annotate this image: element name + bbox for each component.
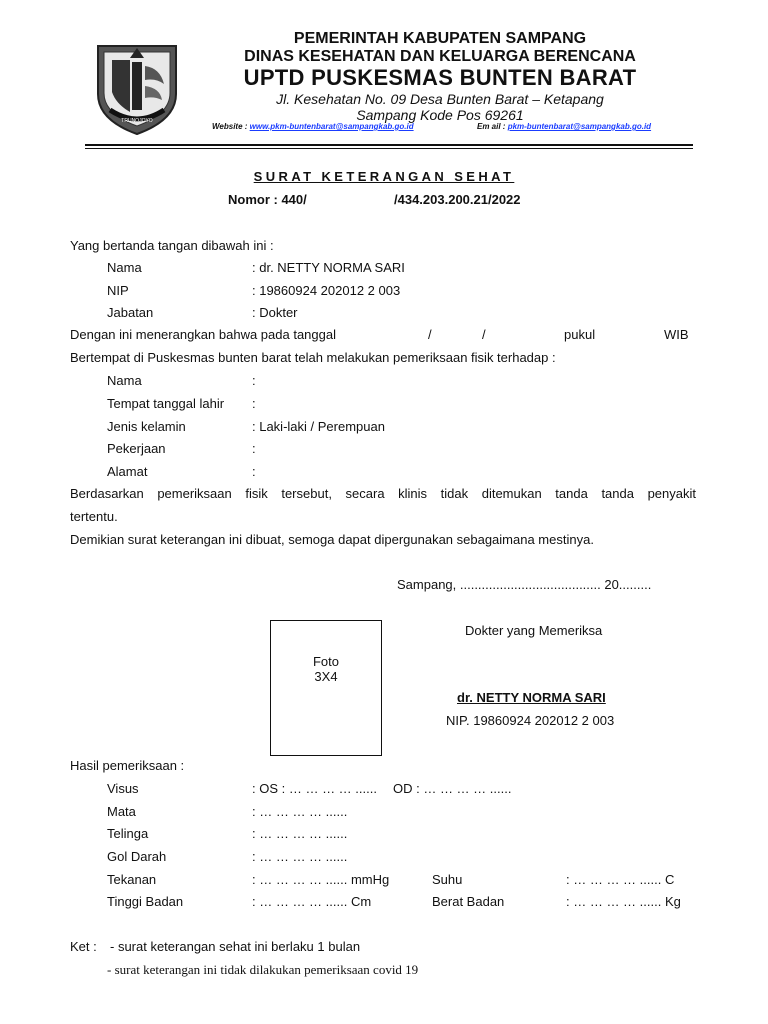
examiner-role: Dokter yang Memeriksa xyxy=(465,623,603,638)
patient-birth-value: : xyxy=(252,396,256,411)
gol-darah-value: : … … … … ...... xyxy=(252,849,348,864)
tinggi-badan-label: Tinggi Badan xyxy=(107,894,184,909)
telinga-label: Telinga xyxy=(107,826,149,841)
website-link[interactable]: www.pkm-buntenbarat@sampangkab.go.id xyxy=(249,122,414,131)
patient-name-value: : xyxy=(252,373,256,388)
website-line xyxy=(212,122,414,131)
place-line: Bertempat di Puskesmas bunten barat telah melakukan pemeriksaan fisik terhadap : xyxy=(70,350,556,365)
signer-name-value: : dr. NETTY NORMA SARI xyxy=(252,260,405,275)
patient-job-label: Pekerjaan xyxy=(107,441,166,456)
visus-label: Visus xyxy=(107,781,139,796)
mata-label: Mata xyxy=(107,804,136,819)
gol-darah-label: Gol Darah xyxy=(107,849,167,864)
patient-gender-value: : Laki-laki / Perempuan xyxy=(252,419,385,434)
mata-value: : … … … … ...... xyxy=(252,804,348,819)
address-line-2: Sampang Kode Pos 69261 xyxy=(356,107,524,123)
document-number-prefix: Nomor : 440/ xyxy=(228,192,307,207)
timezone-label: WIB xyxy=(664,327,689,342)
document-title: SURAT KETERANGAN SEHAT xyxy=(253,169,515,184)
examiner-nip: NIP. 19860924 202012 2 003 xyxy=(446,713,615,728)
note-validity: - surat keterangan sehat ini berlaku 1 bulan xyxy=(110,939,361,954)
department-name: DINAS KESEHATAN DAN KELUARGA BERENCANA xyxy=(244,48,636,65)
patient-gender-label: Jenis kelamin xyxy=(107,419,186,434)
time-label: pukul xyxy=(564,327,596,342)
website-label: Website : xyxy=(212,122,250,131)
svg-text:TRUNOJOYO: TRUNOJOYO xyxy=(121,118,153,124)
exam-heading: Hasil pemeriksaan : xyxy=(70,758,185,773)
telinga-value: : … … … … ...... xyxy=(252,826,348,841)
patient-job-value: : xyxy=(252,441,256,456)
date-slash-1: / xyxy=(428,327,432,342)
date-line-text: Dengan ini menerangkan bahwa pada tanggal xyxy=(70,327,336,342)
date-slash-2: / xyxy=(482,327,486,342)
photo-box xyxy=(270,620,382,756)
closing-text: Demikian surat keterangan ini dibuat, semoga dapat dipergunakan sebagaimana mestinya. xyxy=(70,532,594,547)
berat-badan-label: Berat Badan xyxy=(432,894,505,909)
government-name: PEMERINTAH KABUPATEN SAMPANG xyxy=(293,30,587,47)
visus-od-value: OD : … … … … ...... xyxy=(393,781,512,796)
patient-address-value: : xyxy=(252,464,256,479)
notes-label: Ket : xyxy=(70,939,97,954)
patient-address-label: Alamat xyxy=(107,464,148,479)
email-label: Em ail : xyxy=(477,122,508,131)
intro-text: Yang bertanda tangan dibawah ini : xyxy=(70,238,274,253)
signer-position-value: : Dokter xyxy=(252,305,298,320)
address-line-1: Jl. Kesehatan No. 09 Desa Bunten Barat – Ketapang xyxy=(276,91,604,107)
place-date: Sampang, ....................................... 20......... xyxy=(397,577,652,592)
tinggi-badan-value: : … … … … ...... Cm xyxy=(252,894,372,909)
suhu-label: Suhu xyxy=(432,872,463,887)
suhu-value: : … … … … ...... C xyxy=(566,872,675,887)
patient-name-label: Nama xyxy=(107,373,142,388)
tekanan-label: Tekanan xyxy=(107,872,157,887)
signer-nip-label: NIP xyxy=(107,283,129,298)
email-link[interactable]: pkm-buntenbarat@sampangkab.go.id xyxy=(507,122,652,131)
tekanan-value: : … … … … ...... mmHg xyxy=(252,872,390,887)
document-number-suffix: /434.203.200.21/2022 xyxy=(394,192,521,207)
examiner-name: dr. NETTY NORMA SARI xyxy=(457,690,606,705)
conclusion-line-1: Berdasarkan pemeriksaan fisik tersebut, secara klinis tidak ditemukan tanda tanda penyakit xyxy=(70,486,696,501)
kabupaten-sampang-logo xyxy=(90,38,184,136)
header-rule-thick xyxy=(85,144,693,146)
conclusion-line-2: tertentu. xyxy=(70,509,118,524)
patient-birth-label: Tempat tanggal lahir xyxy=(107,396,225,411)
note-covid: - surat keterangan ini tidak dilakukan pemeriksaan covid 19 xyxy=(107,962,419,977)
photo-label: Foto 3X4 xyxy=(312,654,339,684)
header-rule-thin xyxy=(85,148,693,149)
institution-name: UPTD PUSKESMAS BUNTEN BARAT xyxy=(243,65,637,90)
visus-os-value: : OS : … … … … ...... xyxy=(252,781,377,796)
berat-badan-value: : … … … … ...... Kg xyxy=(566,894,681,909)
signer-name-label: Nama xyxy=(107,260,142,275)
signer-nip-value: : 19860924 202012 2 003 xyxy=(252,283,401,298)
email-line xyxy=(477,122,651,131)
signer-position-label: Jabatan xyxy=(107,305,154,320)
